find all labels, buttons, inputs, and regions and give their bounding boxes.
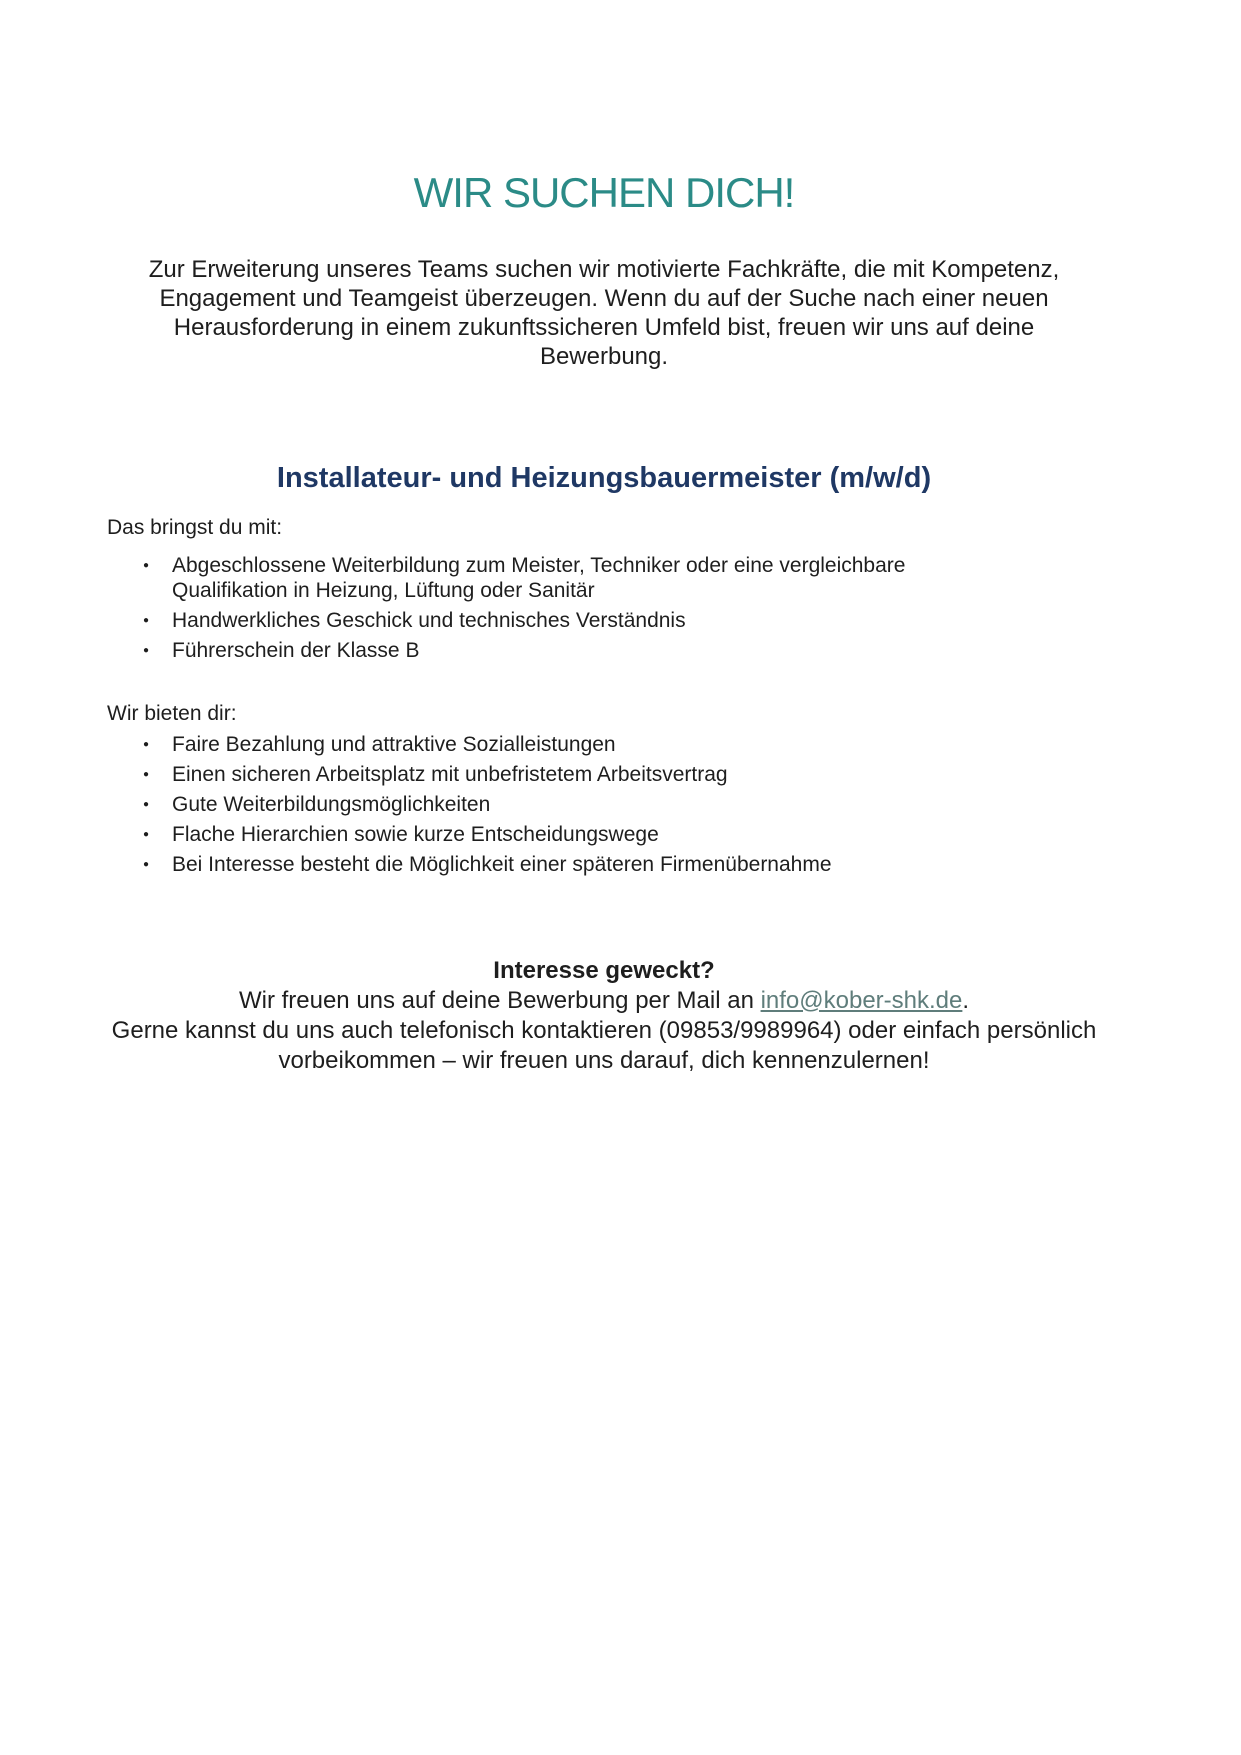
bullet-icon: ●	[143, 769, 150, 780]
contact-line-email	[107, 986, 1101, 1016]
list-item-text: Handwerkliches Geschick und technisches Verständnis	[172, 608, 686, 632]
list-item-text: Einen sicheren Arbeitsplatz mit unbefristetem Arbeitsvertrag	[172, 763, 728, 786]
requirements-list	[107, 554, 1101, 663]
list-item	[107, 853, 1101, 878]
list-item-text: Bei Interesse besteht die Möglichkeit einer späteren Firmenübernahme	[172, 853, 832, 876]
bullet-icon: ●	[143, 560, 150, 571]
benefits-list	[107, 733, 1101, 878]
requirements-label: Das bringst du mit:	[107, 516, 283, 539]
list-item	[107, 554, 1101, 603]
page-title: WIR SUCHEN DICH!	[413, 169, 795, 216]
bullet-icon: ●	[143, 799, 150, 810]
contact-text-before: Wir freuen uns auf deine Bewerbung per Mail an	[238, 986, 761, 1014]
bullet-icon: ●	[143, 614, 150, 626]
list-item-text: Flache Hierarchien sowie kurze Entscheidungswege	[172, 823, 659, 846]
list-item-text: Abgeschlossene Weiterbildung zum Meister, Techniker oder eine vergleichbare Qualifikation in Heizung, Lüftung oder Sanitär	[172, 554, 906, 602]
email-link[interactable]: info@kober-shk.de	[760, 986, 963, 1014]
list-item-text: Gute Weiterbildungsmöglichkeiten	[172, 793, 491, 816]
list-item	[107, 609, 1101, 634]
bullet-icon: ●	[143, 644, 150, 656]
contact-heading: Interesse geweckt?	[493, 956, 715, 984]
contact-lines: Gerne kannst du uns auch telefonisch kontaktieren (09853/9989964) oder einfach persönlich vorbeikommen – wir freuen uns darauf, dich kennenzulernen!	[111, 1016, 1097, 1074]
list-item	[107, 733, 1101, 758]
job-title-heading: Installateur- und Heizungsbauermeister (m/w/d)	[276, 462, 932, 494]
bullet-icon: ●	[143, 859, 150, 870]
intro-paragraph: Zur Erweiterung unseres Teams suchen wir motivierte Fachkräfte, die mit Kompetenz, Engagement und Teamgeist überzeugen. Wenn du auf der Suche nach einer neuen Herausforderung in einem zukunftssicheren Umfeld bist, freuen wir uns auf deine Bewerbung.	[148, 256, 1060, 370]
contact-block	[107, 986, 1101, 1076]
contact-text-after: .	[962, 986, 970, 1014]
list-item	[107, 763, 1101, 788]
bullet-icon: ●	[143, 829, 150, 840]
list-item	[107, 639, 1101, 664]
list-item-text: Führerschein der Klasse B	[172, 638, 420, 662]
list-item-text: Faire Bezahlung und attraktive Sozialleistungen	[172, 733, 616, 756]
list-item	[107, 823, 1101, 848]
list-item	[107, 793, 1101, 818]
bullet-icon: ●	[143, 739, 150, 750]
benefits-label: Wir bieten dir:	[107, 702, 237, 725]
